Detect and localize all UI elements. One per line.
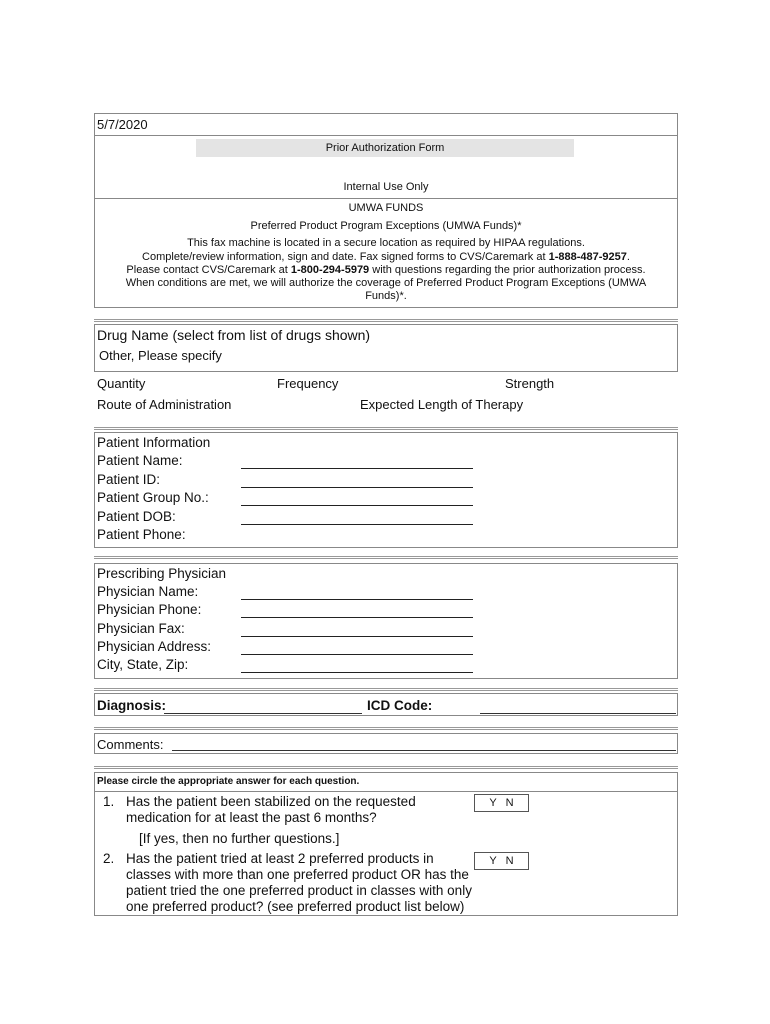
- therapy-length-label: Expected Length of Therapy: [360, 397, 524, 412]
- patient-dob-field[interactable]: [241, 524, 473, 525]
- question-1-number: 1.: [103, 794, 115, 809]
- authorization-notice-line1: When conditions are met, we will authorize the coverage of Preferred Product Program Exceptions (UMWA: [125, 277, 647, 289]
- patient-section-title: Patient Information: [97, 435, 211, 450]
- section-divider: [94, 556, 678, 559]
- other-drug-label: Other, Please specify: [99, 348, 222, 363]
- form-date: 5/7/2020: [97, 117, 148, 132]
- question-1-yes-no[interactable]: Y N: [474, 794, 529, 812]
- contact-instructions-text: Please contact CVS/Caremark at: [126, 264, 291, 276]
- patient-name-field[interactable]: [241, 468, 473, 469]
- patient-name-label: Patient Name:: [97, 453, 183, 468]
- question-2-text-line4: one preferred product? (see preferred product list below): [126, 899, 465, 914]
- physician-city-label: City, State, Zip:: [97, 657, 189, 672]
- patient-id-field[interactable]: [241, 487, 473, 488]
- fax-instructions-text: Complete/review information, sign and date. Fax signed forms to CVS/Caremark at: [142, 251, 549, 263]
- quantity-label: Quantity: [97, 376, 146, 391]
- strength-label: Strength: [505, 376, 555, 391]
- icd-code-field[interactable]: [480, 713, 676, 714]
- section-divider: [94, 319, 678, 322]
- frequency-label: Frequency: [277, 376, 339, 391]
- section-divider: [94, 688, 678, 691]
- patient-id-label: Patient ID:: [97, 472, 161, 487]
- physician-name-label: Physician Name:: [97, 584, 199, 599]
- header-divider-mid: [94, 198, 678, 199]
- comments-label: Comments:: [97, 737, 164, 752]
- org-name: UMWA FUNDS: [348, 202, 424, 214]
- questions-instruction: Please circle the appropriate answer for each question.: [97, 776, 360, 787]
- section-divider: [94, 427, 678, 430]
- fax-instructions: [94, 251, 678, 263]
- contact-instructions-end: with questions regarding the prior authorization process.: [369, 264, 646, 276]
- physician-phone-label: Physician Phone:: [97, 602, 202, 617]
- section-divider: [94, 727, 678, 730]
- route-label: Route of Administration: [97, 397, 232, 412]
- contact-phone-number: 1-800-294-5979: [290, 264, 370, 276]
- diagnosis-field[interactable]: [164, 713, 362, 714]
- physician-fax-field[interactable]: [241, 636, 473, 637]
- patient-dob-label: Patient DOB:: [97, 509, 176, 524]
- question-1-note: [If yes, then no further questions.]: [139, 831, 340, 846]
- header-divider-top: [94, 135, 678, 136]
- icd-code-label: ICD Code:: [367, 698, 433, 713]
- physician-name-field[interactable]: [241, 599, 473, 600]
- contact-instructions: [94, 264, 678, 276]
- question-2-text-line3: patient tried the one preferred product in classes with only: [126, 883, 472, 898]
- physician-address-label: Physician Address:: [97, 639, 212, 654]
- physician-section-title: Prescribing Physician: [97, 566, 227, 581]
- authorization-notice-line2: Funds)*.: [365, 290, 407, 302]
- fax-number: 1-888-487-9257: [548, 251, 627, 263]
- question-1-text-line2: medication for at least the past 6 months?: [126, 810, 377, 825]
- patient-phone-label: Patient Phone:: [97, 527, 186, 542]
- physician-phone-field[interactable]: [241, 617, 473, 618]
- physician-city-field[interactable]: [241, 672, 473, 673]
- patient-group-label: Patient Group No.:: [97, 490, 209, 505]
- question-2-number: 2.: [103, 851, 115, 866]
- comments-field[interactable]: [172, 750, 676, 751]
- physician-address-field[interactable]: [241, 654, 473, 655]
- physician-fax-label: Physician Fax:: [97, 621, 185, 636]
- fax-instructions-end: .: [626, 251, 630, 263]
- question-2-text-line1: Has the patient tried at least 2 preferred products in: [126, 851, 434, 866]
- question-1-text-line1: Has the patient been stabilized on the requested: [126, 794, 416, 809]
- question-2-yes-no[interactable]: Y N: [474, 852, 529, 870]
- patient-group-field[interactable]: [241, 505, 473, 506]
- drug-name-label: Drug Name (select from list of drugs shown): [97, 327, 371, 343]
- diagnosis-label: Diagnosis:: [97, 698, 167, 713]
- section-divider: [94, 766, 678, 769]
- program-name: Preferred Product Program Exceptions (UMWA Funds)*: [250, 220, 522, 232]
- form-title: Prior Authorization Form: [196, 139, 574, 157]
- internal-use-label: Internal Use Only: [343, 181, 429, 193]
- question-2-text-line2: classes with more than one preferred product OR has the: [126, 867, 469, 882]
- hipaa-notice: This fax machine is located in a secure location as required by HIPAA regulations.: [187, 237, 585, 249]
- questions-divider: [94, 791, 678, 792]
